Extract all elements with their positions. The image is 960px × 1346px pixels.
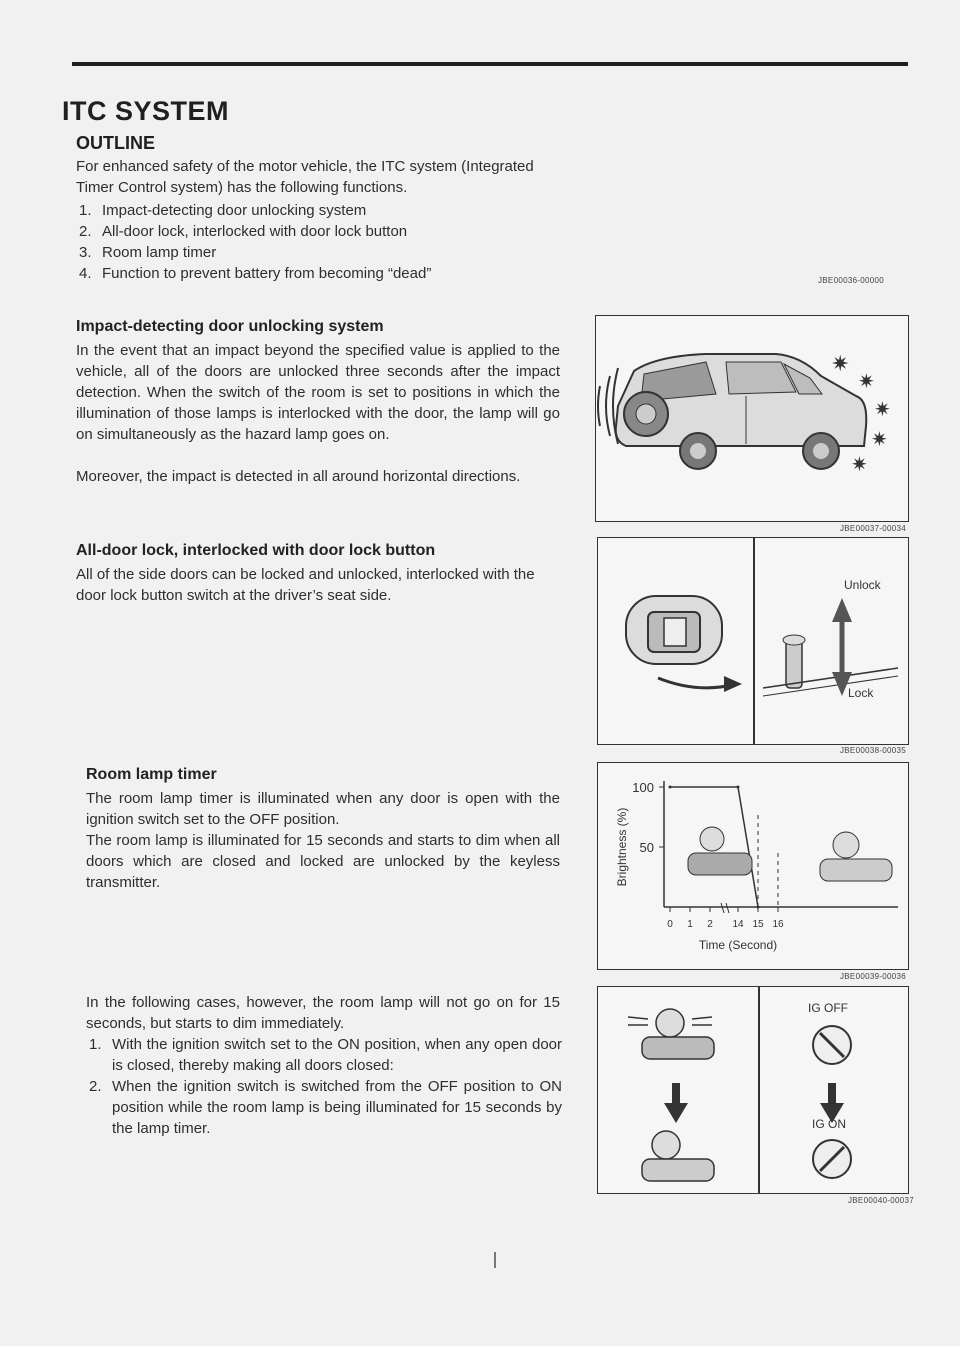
impact-heading: Impact-detecting door unlocking system: [76, 318, 384, 335]
page-title: ITC SYSTEM: [62, 96, 230, 126]
x-tick-label: 14: [732, 919, 744, 930]
data-point: [737, 786, 740, 789]
data-point: [669, 786, 672, 789]
x-tick-label: 1: [687, 919, 693, 930]
alldoor-heading: All-door lock, interlocked with door lock button: [76, 542, 436, 559]
list-item: 2. All-door lock, interlocked with door lock button: [79, 223, 408, 240]
list-item: 3. Room lamp timer: [79, 244, 217, 261]
figure-code: JBE00040-00037: [848, 1196, 915, 1205]
alldoor-paragraph: All of the side doors can be locked and unlocked, interlocked with the door lock button switch at the driver’s seat side.: [76, 566, 535, 604]
outline-intro: For enhanced safety of the motor vehicle, the ITC system (Integrated Timer Control system) has the following functions.: [76, 158, 534, 196]
ig-off-label: IG OFF: [808, 1001, 848, 1015]
brightness-chart: [597, 762, 909, 970]
x-tick-label: 0: [667, 919, 673, 930]
unlock-label: Unlock: [844, 578, 881, 592]
ignition-figure: [597, 986, 909, 1194]
x-axis-label: Time (Second): [698, 938, 778, 952]
impact-paragraph: In the event that an impact beyond the specified value is applied to the vehicle, all of the doors are unlocked three seconds after the impact detection. When the switch of the room is set to positions in which the illumination of those lamps is interlocked with the door, the lamp will go on simultaneously as the hazard lamp goes on.: [76, 342, 560, 443]
room-paragraph: The room lamp timer is illuminated when any door is open with the ignition switch set to the OFF position.: [86, 790, 560, 828]
page-number-mark: [494, 1252, 496, 1268]
list-item: 1. With the ignition switch set to the ON position, when any open door is closed, thereby making all doors closed:: [89, 1036, 562, 1074]
y-tick-label: 50: [639, 840, 654, 855]
figure-code: JBE00036-00000: [818, 276, 885, 285]
x-tick-label: 16: [772, 919, 784, 930]
list-item: 4. Function to prevent battery from becoming “dead”: [79, 265, 432, 282]
outline-heading: OUTLINE: [76, 133, 155, 153]
figure-code: JBE00039-00036: [840, 972, 907, 981]
svg-text:✷: ✷: [871, 429, 888, 451]
y-axis-label: Brightness (%): [615, 807, 629, 887]
figure-code: JBE00037-00034: [840, 524, 907, 533]
room-heading: Room lamp timer: [86, 766, 217, 783]
svg-text:✷: ✷: [874, 399, 891, 421]
ig-on-label: IG ON: [812, 1117, 847, 1131]
list-item: 2. When the ignition switch is switched from the OFF position to ON position while the room lamp is being illuminated for 15 seconds by the lamp timer.: [89, 1078, 562, 1137]
cases-list: [86, 1034, 562, 1139]
door-lock-figure: [597, 537, 909, 745]
room-paragraph-2: The room lamp is illuminated for 15 seconds and starts to dim when all doors which are closed and locked are unlocked by the keyless transmitter.: [86, 832, 560, 891]
ignition-illustration: [598, 987, 908, 1193]
svg-text:✷: ✷: [851, 454, 868, 476]
y-tick-label: 100: [632, 780, 654, 795]
x-tick-label: 15: [752, 919, 764, 930]
lock-label: Lock: [848, 686, 874, 700]
chart-svg: [598, 763, 908, 969]
lamp-on-icon: [700, 827, 724, 851]
figure-code: JBE00038-00035: [840, 746, 907, 755]
top-rule: [72, 62, 908, 66]
svg-text:✷: ✷: [858, 371, 875, 393]
svg-text:✷: ✷: [831, 351, 850, 376]
x-tick-label: 2: [707, 919, 713, 930]
axis-break: [721, 903, 729, 913]
cases-intro: In the following cases, however, the room lamp will not go on for 15 seconds, but starts to dim immediately.: [86, 994, 560, 1032]
outline-list: [76, 200, 546, 284]
lamp-on-icon: [688, 853, 752, 875]
lamp-off-icon: [833, 832, 859, 858]
impact-paragraph-2: Moreover, the impact is detected in all around horizontal directions.: [76, 468, 521, 485]
list-item: 1. Impact-detecting door unlocking system: [79, 202, 367, 219]
vehicle-illustration: [596, 316, 908, 521]
door-button-illustration: [598, 538, 908, 744]
lamp-off-icon: [820, 859, 892, 881]
vehicle-impact-figure: [595, 315, 909, 522]
